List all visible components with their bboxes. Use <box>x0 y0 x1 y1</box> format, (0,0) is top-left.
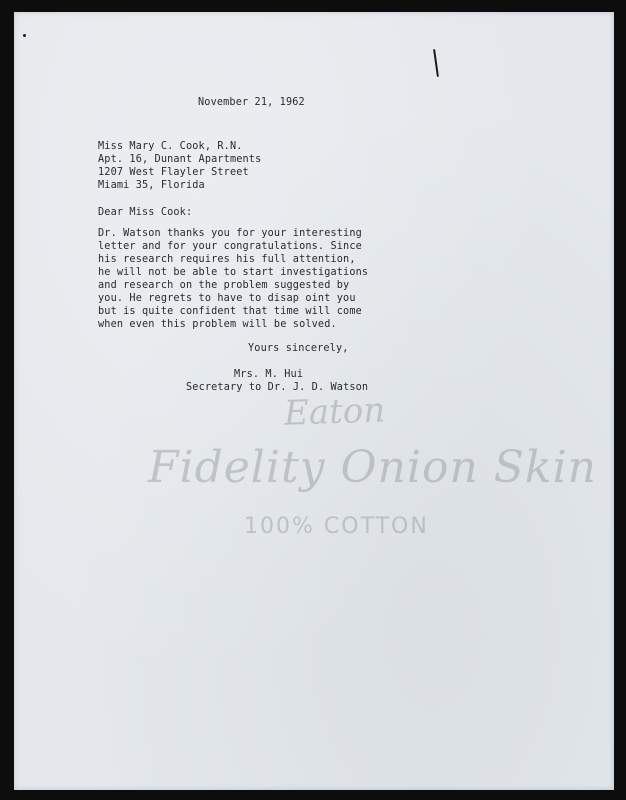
watermark-brand: Eaton <box>283 390 386 434</box>
pencil-mark <box>433 49 439 77</box>
letter-date: November 21, 1962 <box>198 97 305 108</box>
body-line: you. He regrets to have to disap oint you <box>98 293 356 304</box>
body-line: but is quite confident that time will come <box>98 306 362 317</box>
body-line: his research requires his full attention, <box>98 254 356 265</box>
body-line: and research on the problem suggested by <box>98 280 350 291</box>
watermark-paper-name: Fidelity Onion Skin <box>148 442 597 493</box>
signature-name: Mrs. M. Hui <box>234 369 304 380</box>
body-line: Dr. Watson thanks you for your interesting <box>98 228 362 239</box>
letter-page <box>14 12 614 790</box>
body-line: letter and for your congratulations. Since <box>98 241 362 252</box>
watermark-cotton: 100% COTTON <box>244 514 429 539</box>
ink-speck <box>23 34 26 37</box>
body-line: he will not be able to start investigations <box>98 267 369 278</box>
recipient-line: 1207 West Flayler Street <box>98 167 249 178</box>
recipient-line: Miss Mary C. Cook, R.N. <box>98 141 243 152</box>
recipient-line: Miami 35, Florida <box>98 180 205 191</box>
salutation: Dear Miss Cook: <box>98 207 193 218</box>
body-line: when even this problem will be solved. <box>98 319 337 330</box>
signature-title: Secretary to Dr. J. D. Watson <box>186 382 369 393</box>
closing: Yours sincerely, <box>248 343 349 354</box>
recipient-line: Apt. 16, Dunant Apartments <box>98 154 262 165</box>
